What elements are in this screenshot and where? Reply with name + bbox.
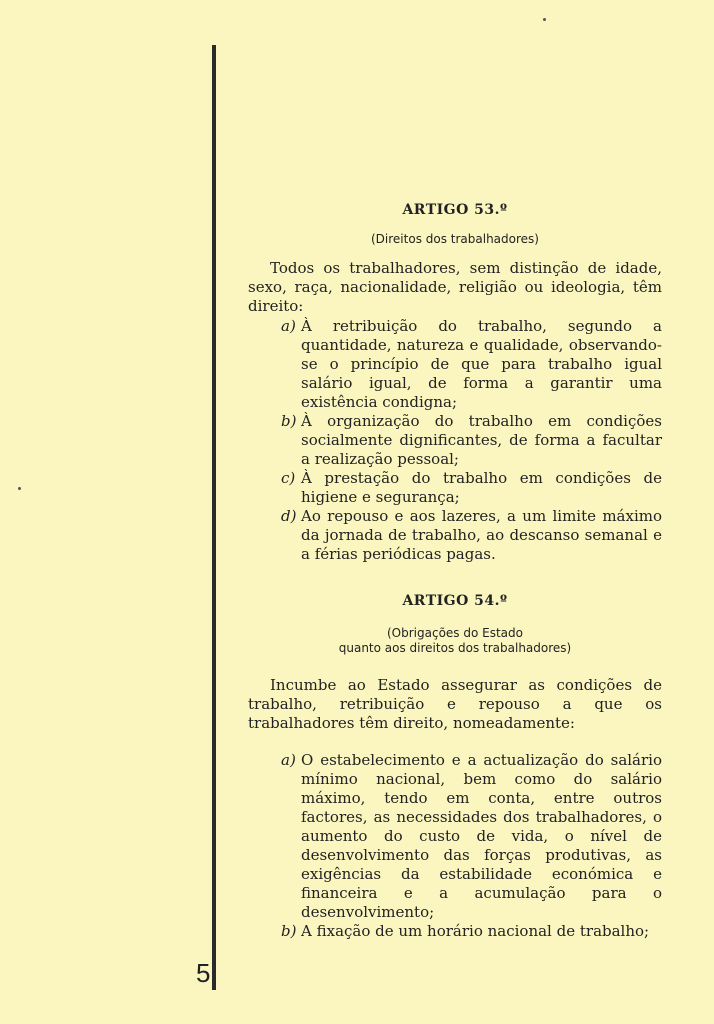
article-54-intro: Incumbe ao Estado assegurar as condições de trabalho, retribuição e repouso a que os trabalhadores têm direito, nomeadamente:: [248, 676, 662, 732]
article-54-title: ARTIGO 54.º: [402, 593, 508, 609]
item-marker: a): [281, 317, 296, 335]
paper-speck: [18, 487, 21, 490]
list-item: [248, 317, 662, 412]
item-text: O estabelecimento e a actualização do salário mínimo nacional, bem como do salário máximo, tendo em conta, entre outros factores, as necessidades dos trabalhadores, o aumento do custo de vida, o nível de desenvolvimento das forças produtivas, as exigências da estabilidade económica e financeira e a acumulação para o desenvolvimento;: [301, 751, 662, 921]
article-54: [248, 593, 662, 941]
item-text: À prestação do trabalho em condições de higiene e segurança;: [301, 469, 662, 506]
item-text: À organização do trabalho em condições socialmente dignificantes, de forma a facultar a realização pessoal;: [301, 412, 662, 468]
item-text: Ao repouso e aos lazeres, a um limite máximo da jornada de trabalho, ao descanso semanal e a férias periódicas pagas.: [301, 507, 662, 563]
article-53-title: ARTIGO 53.º: [402, 202, 508, 218]
item-marker: b): [281, 922, 297, 940]
paper-speck: [543, 18, 546, 21]
item-marker: b): [281, 412, 297, 430]
item-text: À retribuição do trabalho, segundo a quantidade, natureza e qualidade, observando-se o princípio de que para trabalho igual salário igual, de forma a garantir uma existência condigna;: [301, 317, 662, 411]
list-item: [248, 922, 662, 941]
article-53-intro: Todos os trabalhadores, sem distinção de idade, sexo, raça, nacionalidade, religião ou ideologia, têm direito:: [248, 259, 662, 315]
article-54-subtitle-line1: (Obrigações do Estado: [387, 626, 523, 640]
article-53: [248, 202, 662, 564]
item-text: A fixação de um horário nacional de trabalho;: [301, 922, 650, 940]
vertical-rule: [212, 45, 216, 990]
article-53-subtitle: (Direitos dos trabalhadores): [371, 232, 539, 246]
list-item: [248, 469, 662, 507]
list-item: [248, 412, 662, 469]
page-number: 5: [196, 958, 211, 988]
list-item: [248, 507, 662, 564]
item-marker: a): [281, 751, 296, 769]
list-item: [248, 751, 662, 922]
item-marker: d): [281, 507, 297, 525]
item-marker: c): [281, 469, 296, 487]
article-54-subtitle-line2: quanto aos direitos dos trabalhadores): [338, 641, 572, 655]
